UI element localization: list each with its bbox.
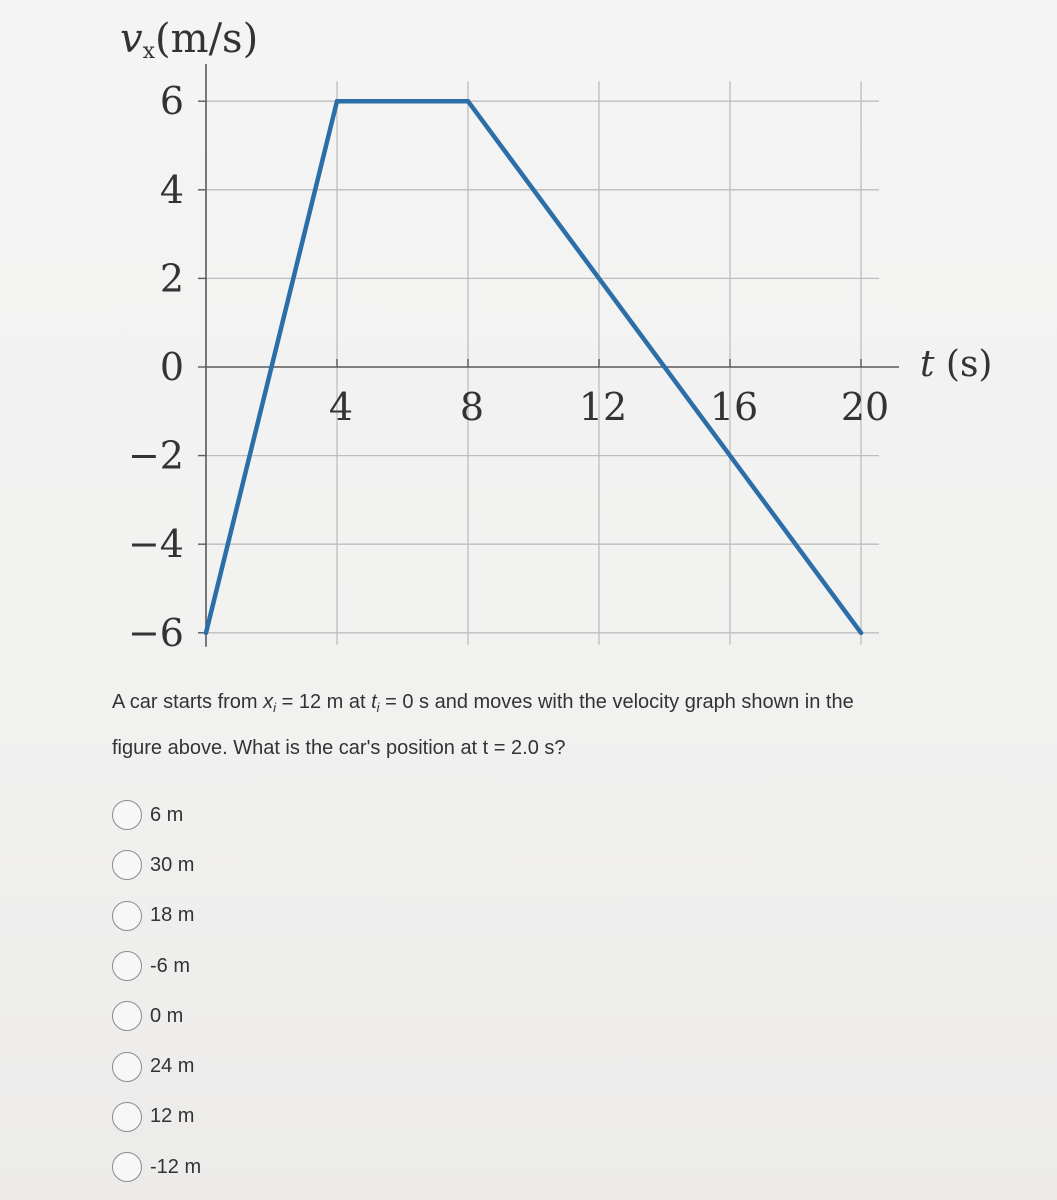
y-tick-label: 0 <box>159 345 184 389</box>
x-tick-label: 20 <box>840 385 890 429</box>
answer-option-label: 24 m <box>150 1055 195 1078</box>
answer-option-label: -6 m <box>150 954 190 977</box>
chart-axes <box>206 64 899 647</box>
answer-option-label: 6 m <box>150 803 184 826</box>
xi-symbol: x <box>263 691 274 713</box>
answer-option[interactable] <box>112 891 201 941</box>
answer-option-label: 0 m <box>150 1004 184 1027</box>
y-tick-label: 2 <box>159 256 184 301</box>
xi-subscript: i <box>273 700 277 715</box>
answer-option[interactable] <box>112 1092 201 1142</box>
x-tick-label: 8 <box>459 385 485 429</box>
question-text <box>112 682 1012 768</box>
y-axis-label: vx(m/s) <box>120 16 259 64</box>
answer-option[interactable] <box>112 991 201 1041</box>
answer-option[interactable] <box>112 1142 201 1192</box>
radio-button[interactable] <box>112 1152 142 1182</box>
answer-option[interactable] <box>112 1041 201 1091</box>
radio-button[interactable] <box>112 901 142 931</box>
ti-symbol: t <box>371 691 377 713</box>
velocity-data-point <box>335 99 339 103</box>
velocity-data-point <box>204 631 208 635</box>
ti-subscript: i <box>376 700 380 715</box>
y-tick-label: 4 <box>159 167 184 212</box>
answer-option[interactable] <box>112 941 201 991</box>
radio-button[interactable] <box>112 951 142 981</box>
radio-button[interactable] <box>112 1052 142 1082</box>
x-tick-label: 12 <box>578 385 628 429</box>
radio-button[interactable] <box>112 1001 142 1031</box>
x-tick-label: 16 <box>709 385 759 429</box>
question-part-1: A car starts from <box>112 691 264 713</box>
y-tick-label: −4 <box>127 522 184 567</box>
answer-options <box>112 790 201 1192</box>
y-tick-label: −2 <box>127 433 184 478</box>
x-tick-label: 4 <box>328 385 354 429</box>
question-part-3: = 0 s and moves with the velocity graph shown in the <box>379 691 854 713</box>
answer-option[interactable] <box>112 840 201 890</box>
chart-grid <box>206 81 879 645</box>
answer-option[interactable] <box>112 790 201 840</box>
radio-button[interactable] <box>112 1102 142 1132</box>
y-tick-label: −6 <box>127 610 184 655</box>
radio-button[interactable] <box>112 850 142 880</box>
answer-option-label: -12 m <box>150 1155 202 1178</box>
answer-option-label: 12 m <box>150 1105 195 1128</box>
y-tick-label: 6 <box>159 79 184 124</box>
question-part-2: = 12 m at <box>276 691 372 713</box>
radio-button[interactable] <box>112 800 142 830</box>
answer-option-label: 30 m <box>150 853 195 876</box>
velocity-data-point <box>466 99 470 103</box>
answer-option-label: 18 m <box>150 904 195 927</box>
question-part-4: figure above. What is the car's position at t = 2.0 s? <box>112 737 566 759</box>
velocity-data-point <box>859 631 863 635</box>
x-axis-label: t (s) <box>920 344 993 385</box>
